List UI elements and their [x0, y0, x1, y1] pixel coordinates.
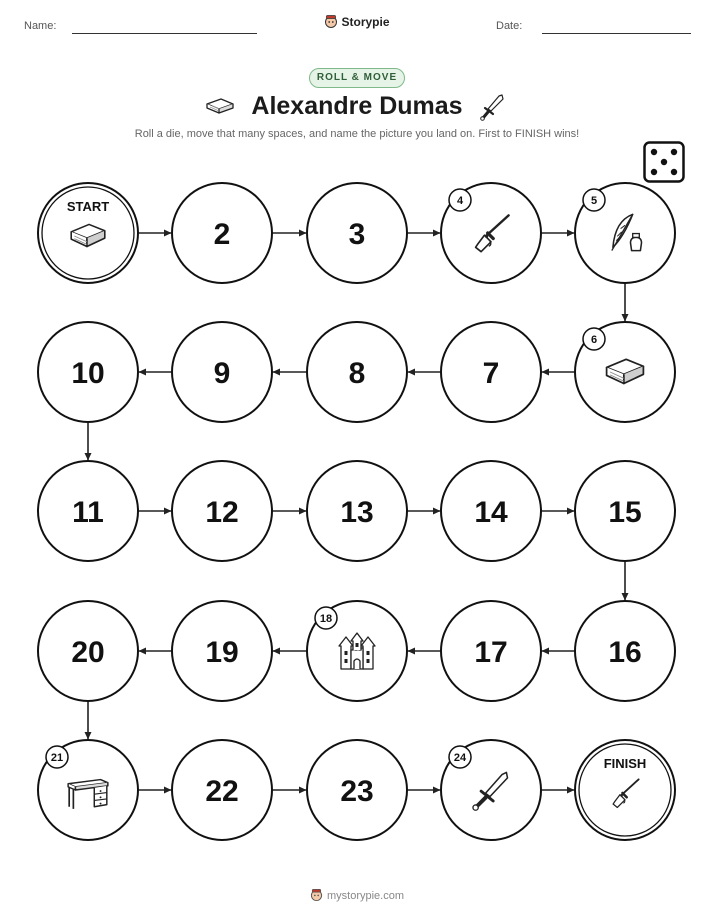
board-space-16 [575, 601, 675, 701]
board-space-18 [307, 601, 407, 701]
date-label: Date: [496, 20, 523, 32]
space-number: 9 [213, 357, 231, 390]
board-space-7 [441, 322, 541, 422]
board-space-4 [441, 183, 541, 283]
space-number: 6 [590, 334, 598, 346]
board-space-13 [307, 461, 407, 561]
space-number: 12 [205, 496, 239, 529]
footer [0, 888, 714, 902]
space-number: 3 [348, 218, 366, 251]
footer-url: mystorypie.com [326, 890, 405, 902]
space-number: 20 [71, 636, 105, 669]
space-number: 10 [71, 357, 105, 390]
space-number: 5 [590, 195, 598, 207]
board-space-22 [172, 740, 272, 840]
start-space [38, 183, 138, 283]
space-number: 23 [340, 775, 374, 808]
space-number: 21 [50, 752, 64, 764]
space-number: 14 [474, 496, 508, 529]
board-space-6 [575, 322, 675, 422]
board-space-17 [441, 601, 541, 701]
board-space-21 [38, 740, 138, 840]
finish-space [575, 740, 675, 840]
board-space-19 [172, 601, 272, 701]
space-number: 2 [213, 218, 231, 251]
board-space-2 [172, 183, 272, 283]
finish-label: FINISH [603, 756, 647, 771]
board-space-10 [38, 322, 138, 422]
space-number: 4 [456, 195, 464, 207]
brand-name: Storypie [341, 15, 390, 29]
page-title: Alexandre Dumas [251, 92, 463, 120]
board-space-5 [575, 183, 675, 283]
name-label: Name: [24, 20, 57, 32]
space-number: 17 [474, 636, 508, 669]
board-space-14 [441, 461, 541, 561]
storypie-logo-icon [310, 888, 323, 901]
space-number: 11 [72, 496, 104, 529]
castle-icon [339, 633, 375, 669]
space-number: 24 [453, 752, 467, 764]
space-number: 19 [205, 636, 239, 669]
game-type-tag: ROLL & MOVE [309, 68, 405, 88]
instructions: Roll a die, move that many spaces, and name the picture you land on. First to FINISH wins! [134, 128, 580, 140]
board-space-9 [172, 322, 272, 422]
space-number: 22 [205, 775, 239, 808]
space-number: 7 [482, 357, 500, 390]
board-space-23 [307, 740, 407, 840]
space-number: 15 [608, 496, 642, 529]
board-space-24 [441, 740, 541, 840]
board-space-8 [307, 322, 407, 422]
board-space-11 [38, 461, 138, 561]
board-space-12 [172, 461, 272, 561]
start-label: START [66, 199, 110, 214]
space-number: 8 [348, 357, 366, 390]
board-space-15 [575, 461, 675, 561]
space-number: 13 [340, 496, 374, 529]
space-number: 16 [608, 636, 642, 669]
board-space-3 [307, 183, 407, 283]
board-space-20 [38, 601, 138, 701]
space-number: 18 [319, 613, 333, 625]
